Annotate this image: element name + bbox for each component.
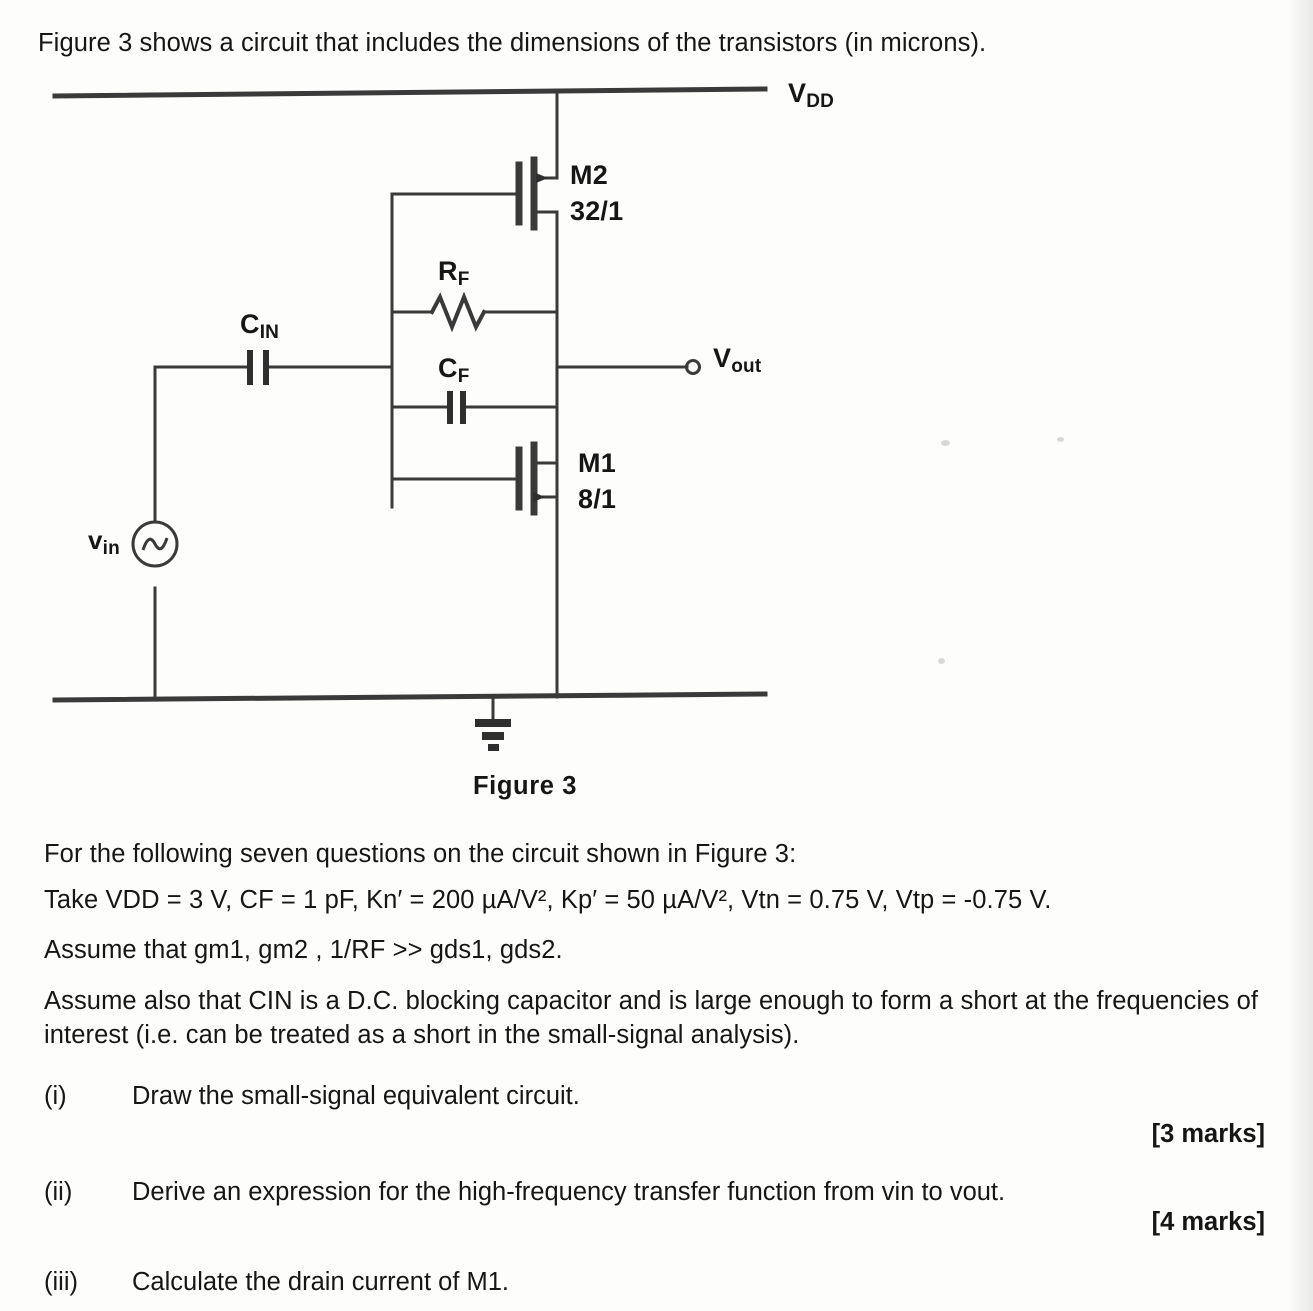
m2-source-arrow bbox=[536, 173, 548, 183]
figure-caption: Figure 3 bbox=[473, 772, 577, 800]
question-ii-marks: [4 marks] bbox=[1151, 1208, 1265, 1236]
question-iii-text: Calculate the drain current of M1. bbox=[132, 1268, 510, 1296]
vout-label-main: V bbox=[713, 343, 732, 373]
cin-plates bbox=[250, 350, 266, 385]
vdd-label-main: V bbox=[788, 78, 807, 108]
question-iii-number: (iii) bbox=[44, 1268, 78, 1296]
cf-label bbox=[438, 353, 470, 387]
scan-edge-shadow bbox=[1287, 0, 1313, 1311]
question-ii-text: Derive an expression for the high-frequency transfer function from vin to vout. bbox=[132, 1178, 1006, 1206]
cin-label-sub: IN bbox=[259, 322, 280, 343]
vout-label bbox=[713, 343, 762, 377]
cf-label-sub: F bbox=[457, 366, 470, 387]
scan-speck bbox=[1057, 437, 1064, 442]
vout-label-sub: out bbox=[731, 356, 762, 377]
question-ii-number: (ii) bbox=[44, 1178, 73, 1206]
rf-label-sub: F bbox=[457, 269, 470, 290]
cin-label bbox=[240, 309, 280, 343]
cf-label-main: C bbox=[438, 353, 458, 383]
vin-label bbox=[88, 525, 120, 559]
vin-label-main: v bbox=[88, 525, 103, 555]
m1-source-arrow bbox=[533, 492, 545, 502]
assumption-1-text: Assume that gm1, gm2 , 1/RF >> gds1, gds2. bbox=[44, 936, 563, 964]
vin-sine-icon bbox=[143, 538, 167, 550]
rf-zigzag bbox=[432, 297, 484, 327]
vin-label-sub: in bbox=[102, 538, 120, 559]
m1-size-label: 8/1 bbox=[578, 484, 617, 514]
question-i-number: (i) bbox=[44, 1082, 67, 1110]
m2-name-label: M2 bbox=[570, 160, 608, 190]
circuit-diagram bbox=[0, 60, 1000, 760]
ground-rail bbox=[55, 694, 765, 700]
lead-in-text: For the following seven questions on the circuit shown in Figure 3: bbox=[44, 840, 797, 868]
rf-label-main: R bbox=[438, 256, 458, 286]
vdd-label-sub: DD bbox=[806, 91, 835, 112]
vdd-label bbox=[788, 78, 835, 112]
question-i-marks: [3 marks] bbox=[1151, 1120, 1265, 1148]
cf-plates bbox=[450, 391, 463, 424]
intro-sentence: Figure 3 shows a circuit that includes the dimensions of the transistors (in microns). bbox=[38, 29, 987, 57]
ground-icon bbox=[475, 719, 511, 751]
rf-label bbox=[438, 256, 470, 290]
m1-name-label: M1 bbox=[578, 448, 616, 478]
question-i-text: Draw the small-signal equivalent circuit. bbox=[132, 1082, 580, 1110]
parameters-text: Take VDD = 3 V, CF = 1 pF, Kn′ = 200 µA/V², Kp′ = 50 µA/V², Vtn = 0.75 V, Vtp = -0.75 V. bbox=[44, 886, 1052, 914]
m2-size-label: 32/1 bbox=[570, 196, 624, 226]
cin-label-main: C bbox=[240, 309, 260, 339]
circuit-svg bbox=[0, 60, 1000, 760]
vdd-rail bbox=[55, 89, 765, 96]
assumption-2-text: Assume also that CIN is a D.C. blocking capacitor and is large enough to form a short at the frequencies of interest (i.e. can be treated as a short in the small-signal analysis). bbox=[44, 987, 1266, 1049]
